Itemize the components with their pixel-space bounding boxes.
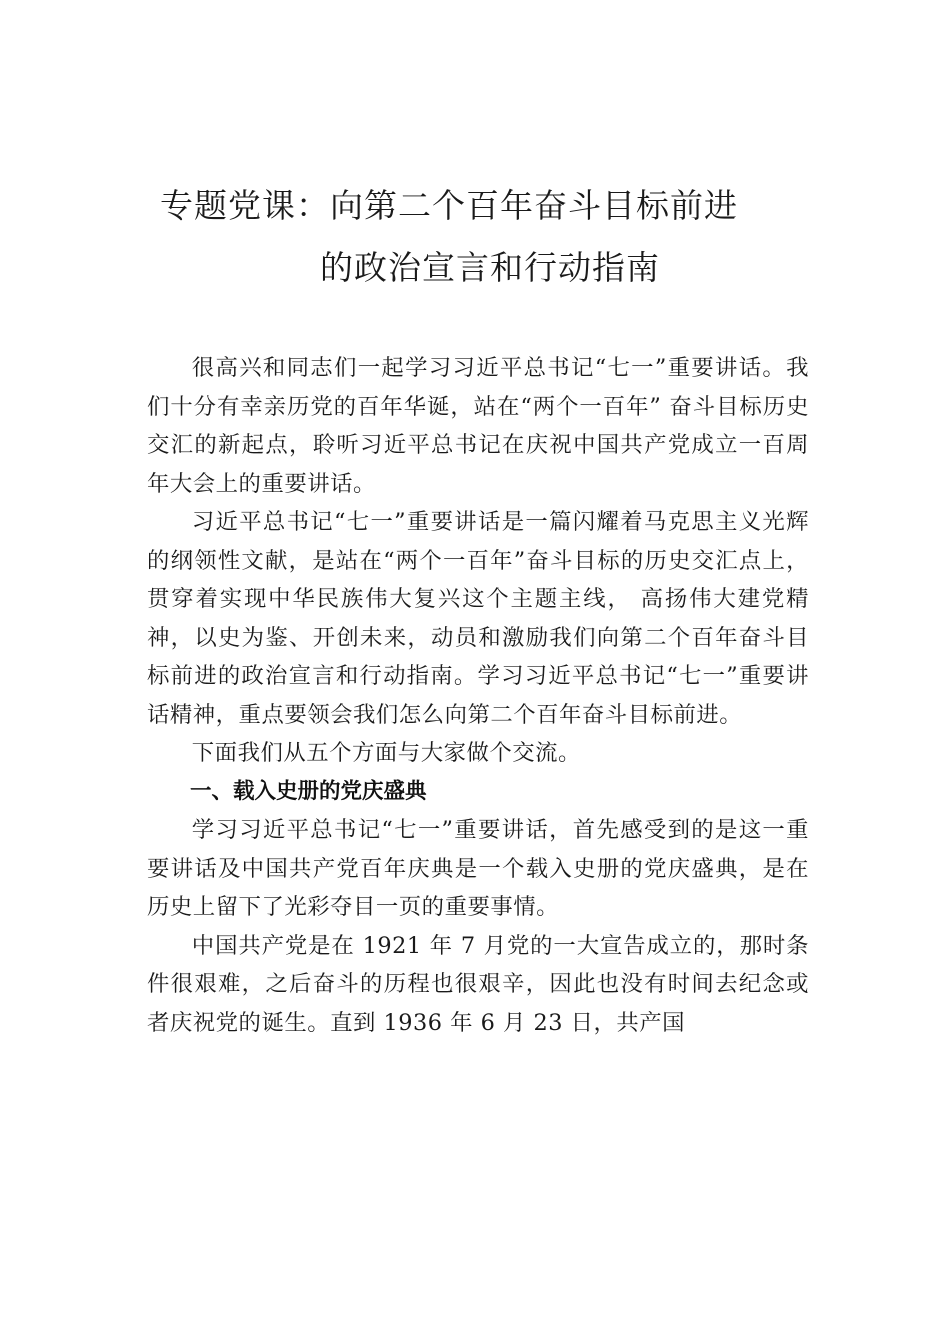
section-heading: 一、载入史册的党庆盛典 [190, 778, 427, 804]
title-line-1: 专题党课：向第二个百年奋斗目标前进 [160, 186, 738, 225]
paragraph-intro: 很高兴和同志们一起学习习近平总书记“七一”重要讲话。我们十分有幸亲历党的百年华诞，站在“两个一百年” 奋斗目标历史交汇的新起点，聆听习近平总书记在庆祝中国共产党成立一百周年大会上的重要讲话。 [147, 355, 809, 497]
paragraph-section1-a: 学习习近平总书记“七一”重要讲话，首先感受到的是这一重要讲话及中国共产党百年庆典是一个载入史册的党庆盛典，是在历史上留下了光彩夺目一页的重要事情。 [147, 817, 809, 920]
title-line-2: 的政治宣言和行动指南 [320, 248, 660, 287]
paragraph-speech-overview: 习近平总书记“七一”重要讲话是一篇闪耀着马克思主义光辉的纲领性文献，是站在“两个一百年”奋斗目标的历史交汇点上，贯穿着实现中华民族伟大复兴这个主题主线， 高扬伟大建党精神，以史为鉴、开创未来，动员和激励我们向第二个百年奋斗目标前进的政治宣言和行动指南。学习习近平总书记“七一”重要讲话精神，重点要领会我们怎么向第二个百年奋斗目标前进。 [147, 509, 809, 728]
paragraph-outline: 下面我们从五个方面与大家做个交流。 [191, 740, 581, 766]
document-body [147, 349, 809, 1042]
paragraph-section1-b: 中国共产党是在 1921 年 7 月党的一大宣告成立的，那时条件很艰难，之后奋斗的历程也很艰辛，因此也没有时间去纪念或者庆祝党的诞生。直到 1936 年 6 月 23 日，共产国 [147, 932, 809, 1036]
